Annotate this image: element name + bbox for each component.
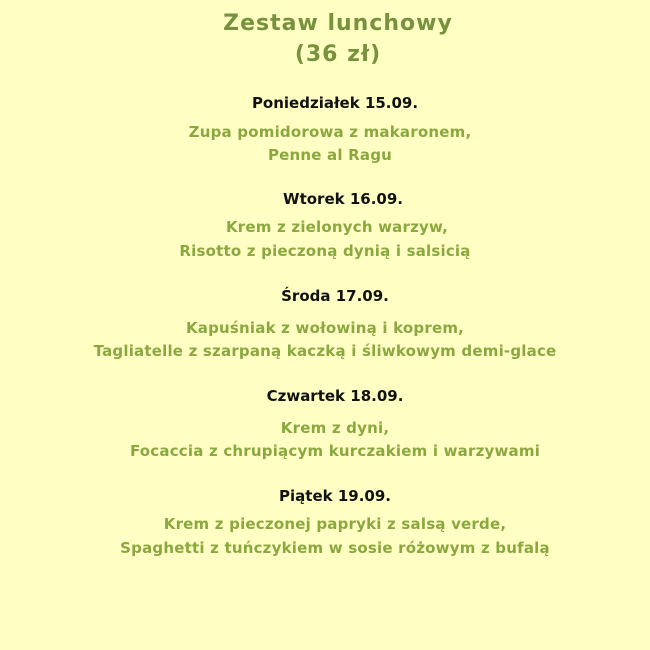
- dish-soup-monday: Zupa pomidorowa z makaronem,: [188, 123, 472, 141]
- menu-price: (36 zł): [294, 42, 382, 67]
- day-heading-monday: Poniedziałek 15.09.: [251, 94, 419, 112]
- dish-soup-wednesday: Kapuśniak z wołowiną i koprem,: [185, 319, 465, 337]
- day-heading-tuesday: Wtorek 16.09.: [283, 190, 403, 208]
- dish-main-tuesday: Risotto z pieczoną dynią i salsicią: [179, 242, 471, 260]
- dish-main-monday: Penne al Ragu: [267, 146, 393, 164]
- dish-soup-tuesday: Krem z zielonych warzyw,: [225, 218, 449, 236]
- day-heading-thursday: Czwartek 18.09.: [266, 387, 404, 405]
- dish-soup-thursday: Krem z dyni,: [280, 419, 390, 437]
- dish-soup-friday: Krem z pieczonej papryki z salsą verde,: [163, 515, 507, 533]
- dish-main-thursday: Focaccia z chrupiącym kurczakiem i warzywami: [129, 442, 541, 460]
- dish-main-wednesday: Tagliatelle z szarpaną kaczką i śliwkowym demi-glace: [93, 342, 557, 360]
- menu-title: Zestaw lunchowy: [223, 11, 453, 36]
- day-heading-wednesday: Środa 17.09.: [281, 287, 389, 305]
- dish-main-friday: Spaghetti z tuńczykiem w sosie różowym z bufalą: [120, 539, 550, 557]
- day-heading-friday: Piątek 19.09.: [279, 487, 391, 505]
